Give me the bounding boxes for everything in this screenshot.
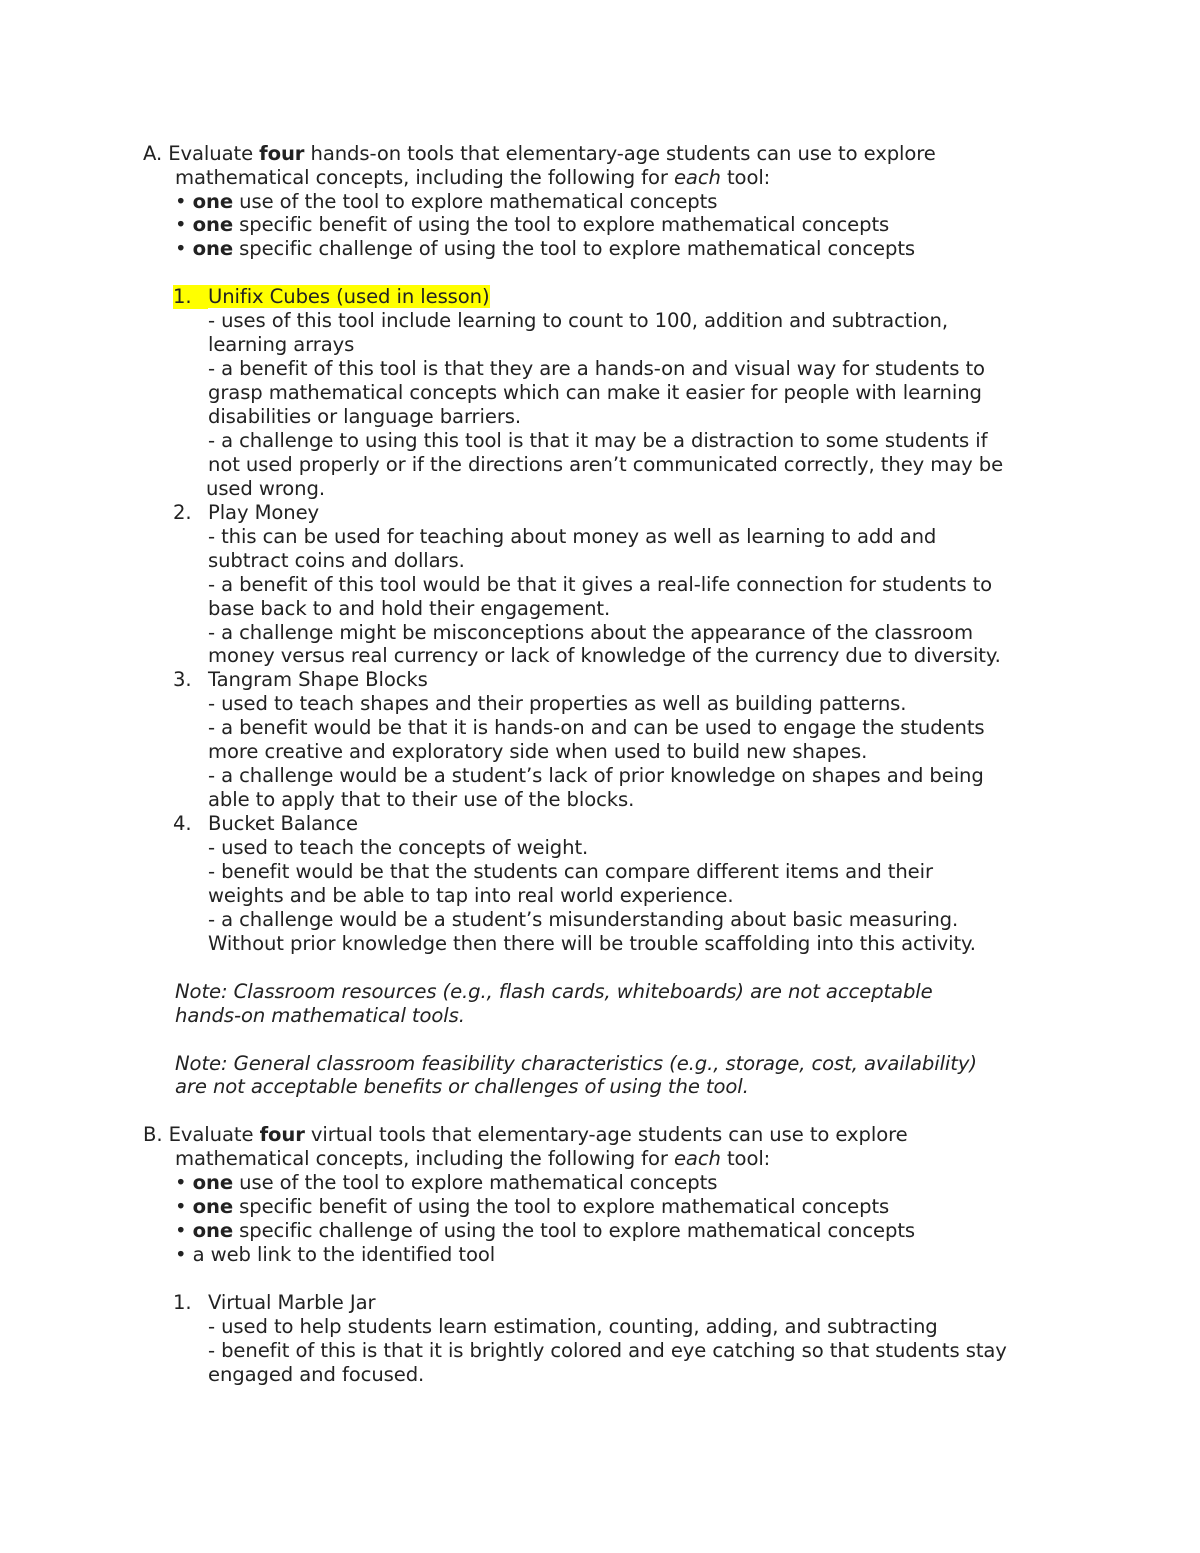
tool-detail-line: not used properly or if the directions aren’t communicated correctly, they may be (208, 453, 1004, 476)
section-a-bullet: • one specific challenge of using the tool to explore mathematical concepts (175, 237, 916, 260)
tool-detail-line: - benefit would be that the students can compare different items and their (208, 860, 933, 883)
note-line: Note: Classroom resources (e.g., flash cards, whiteboards) are not acceptable (175, 980, 933, 1003)
tool-detail-line: weights and be able to tap into real world experience. (208, 884, 734, 907)
list-item-title: 3. Tangram Shape Blocks (173, 668, 428, 691)
note-line: hands-on mathematical tools. (175, 1004, 465, 1027)
section-a-intro-line2: mathematical concepts, including the following for each tool: (175, 166, 771, 189)
tool-detail-line: - a benefit of this tool is that they are a hands-on and visual way for students to (208, 357, 985, 380)
section-b-bullet: • one specific challenge of using the tool to explore mathematical concepts (175, 1219, 916, 1242)
tool-detail-line: disabilities or language barriers. (208, 405, 522, 428)
list-item-title: 2. Play Money (173, 501, 320, 524)
tool-detail-line: Without prior knowledge then there will be trouble scaffolding into this activity. (208, 932, 976, 955)
tool-detail-line: - a challenge to using this tool is that it may be a distraction to some students if (208, 429, 988, 452)
tool-detail-line: - a challenge might be misconceptions about the appearance of the classroom (208, 621, 973, 644)
tool-detail-line: - used to help students learn estimation, counting, adding, and subtracting (208, 1315, 938, 1338)
tool-detail-line: - uses of this tool include learning to count to 100, addition and subtraction, (208, 309, 949, 332)
section-a-letter: A. (143, 142, 163, 165)
tool-detail-line: - used to teach shapes and their properties as well as building patterns. (208, 692, 907, 715)
note-line: Note: General classroom feasibility characteristics (e.g., storage, cost, availability) (175, 1052, 977, 1075)
tool-detail-line: money versus real currency or lack of knowledge of the currency due to diversity. (208, 644, 1001, 667)
tool-detail-line: used wrong. (206, 477, 325, 500)
tool-detail-line: - a challenge would be a student’s lack of prior knowledge on shapes and being (208, 764, 984, 787)
section-a-bullet: • one specific benefit of using the tool to explore mathematical concepts (175, 213, 890, 236)
section-a-bullet: • one use of the tool to explore mathematical concepts (175, 190, 718, 213)
tool-detail-line: - benefit of this is that it is brightly colored and eye catching so that students stay (208, 1339, 1007, 1362)
list-item-title: 1. Virtual Marble Jar (173, 1291, 376, 1314)
list-item-title: 1. Unifix Cubes (used in lesson) (173, 285, 490, 308)
tool-detail-line: grasp mathematical concepts which can make it easier for people with learning (208, 381, 982, 404)
tool-detail-line: - used to teach the concepts of weight. (208, 836, 589, 859)
tool-detail-line: learning arrays (208, 333, 355, 356)
section-b-bullet: • one use of the tool to explore mathematical concepts (175, 1171, 718, 1194)
note-line: are not acceptable benefits or challenges of using the tool. (175, 1075, 749, 1098)
tool-detail-line: subtract coins and dollars. (208, 549, 465, 572)
tool-detail-line: - a benefit would be that it is hands-on and can be used to engage the students (208, 716, 985, 739)
section-b-intro-line2: mathematical concepts, including the following for each tool: (175, 1147, 771, 1170)
tool-detail-line: more creative and exploratory side when used to build new shapes. (208, 740, 868, 763)
tool-detail-line: - a benefit of this tool would be that it gives a real-life connection for students to (208, 573, 993, 596)
list-item-title: 4. Bucket Balance (173, 812, 358, 835)
section-a-intro: A. Evaluate four hands-on tools that elementary-age students can use to explore (143, 142, 936, 165)
tool-detail-line: base back to and hold their engagement. (208, 597, 611, 620)
tool-detail-line: able to apply that to their use of the blocks. (208, 788, 635, 811)
section-b-intro: B. Evaluate four virtual tools that elementary-age students can use to explore (143, 1123, 908, 1146)
section-b-bullet: • a web link to the identified tool (175, 1243, 496, 1266)
tool-detail-line: - a challenge would be a student’s misunderstanding about basic measuring. (208, 908, 959, 931)
tool-detail-line: engaged and focused. (208, 1363, 425, 1386)
tool-detail-line: - this can be used for teaching about money as well as learning to add and (208, 525, 937, 548)
section-b-bullet: • one specific benefit of using the tool to explore mathematical concepts (175, 1195, 890, 1218)
section-b-letter: B. (143, 1123, 163, 1146)
